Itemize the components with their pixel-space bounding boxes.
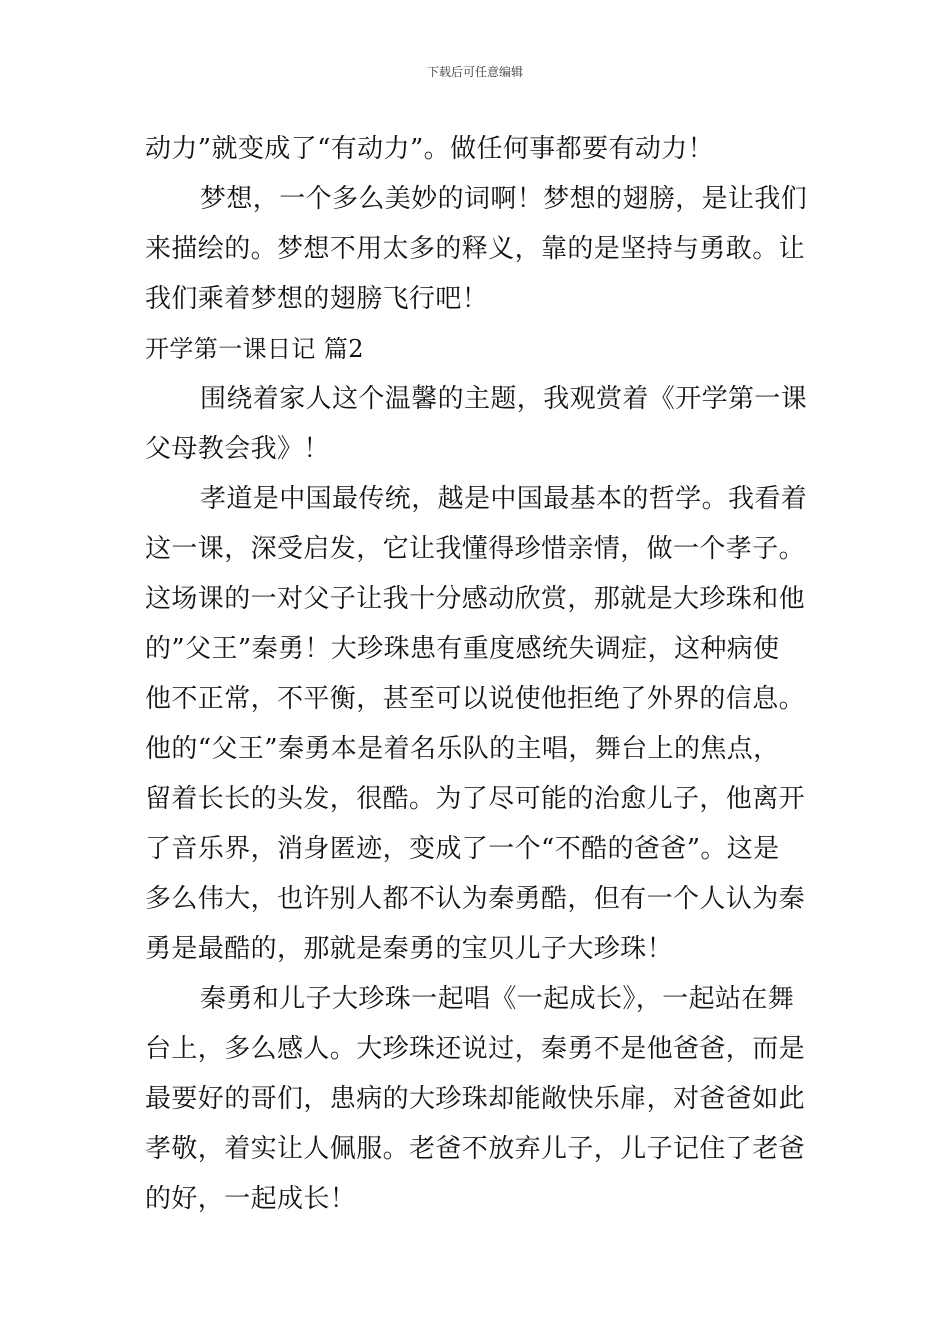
paragraph-first-line: 梦想，一个多么美妙的词啊！梦想的翅膀，是让我们 xyxy=(200,184,808,214)
text-line: 留着长长的头发，很酷。为了尽可能的治愈儿子，他离开 xyxy=(145,784,806,814)
text-line: 父母教会我》！ xyxy=(145,434,330,464)
text-line: 孝敬，着实让人佩服。老爸不放弃儿子，儿子记住了老爸 xyxy=(145,1134,806,1164)
paragraph-first-line: 秦勇和儿子大珍珠一起唱《一起成长》，一起站在舞 xyxy=(200,984,795,1014)
text-line: 来描绘的。梦想不用太多的释义，靠的是坚持与勇敢。让 xyxy=(145,234,806,264)
text-line: 最要好的哥们，患病的大珍珠却能敞快乐扉，对爸爸如此 xyxy=(145,1084,806,1114)
text-line: 这一课，深受启发，它让我懂得珍惜亲情，做一个孝子。 xyxy=(145,534,806,564)
section-heading: 开学第一课日记 篇2 xyxy=(145,335,364,363)
text-line: 的”父王”秦勇！大珍珠患有重度感统失调症，这种病使 xyxy=(145,634,780,664)
document-body xyxy=(145,124,807,1224)
text-line: 多么伟大，也许别人都不认为秦勇酷，但有一个人认为秦 xyxy=(145,884,806,914)
text-line: 这场课的一对父子让我十分感动欣赏，那就是大珍珠和他 xyxy=(145,584,806,614)
text-line: 的好，一起成长！ xyxy=(145,1184,357,1214)
text-line: 了音乐界，消身匿迹，变成了一个“不酷的爸爸”。这是 xyxy=(145,834,780,864)
page-header: 下载后可任意编辑 xyxy=(426,65,523,79)
text-line: 动力”就变成了“有动力”。做任何事都要有动力！ xyxy=(145,134,715,164)
text-line: 勇是最酷的，那就是秦勇的宝贝儿子大珍珠！ xyxy=(145,934,674,964)
text-line: 我们乘着梦想的翅膀飞行吧！ xyxy=(145,284,489,314)
text-line: 台上，多么感人。大珍珠还说过，秦勇不是他爸爸，而是 xyxy=(145,1034,806,1064)
text-line: 他不正常，不平衡，甚至可以说使他拒绝了外界的信息。 xyxy=(145,684,806,714)
text-line: 他的“父王”秦勇本是着名乐队的主唱，舞台上的焦点， xyxy=(145,734,780,764)
paragraph-first-line: 围绕着家人这个温馨的主题，我观赏着《开学第一课 xyxy=(200,384,808,414)
paragraph-first-line: 孝道是中国最传统，越是中国最基本的哲学。我看着 xyxy=(200,484,808,514)
